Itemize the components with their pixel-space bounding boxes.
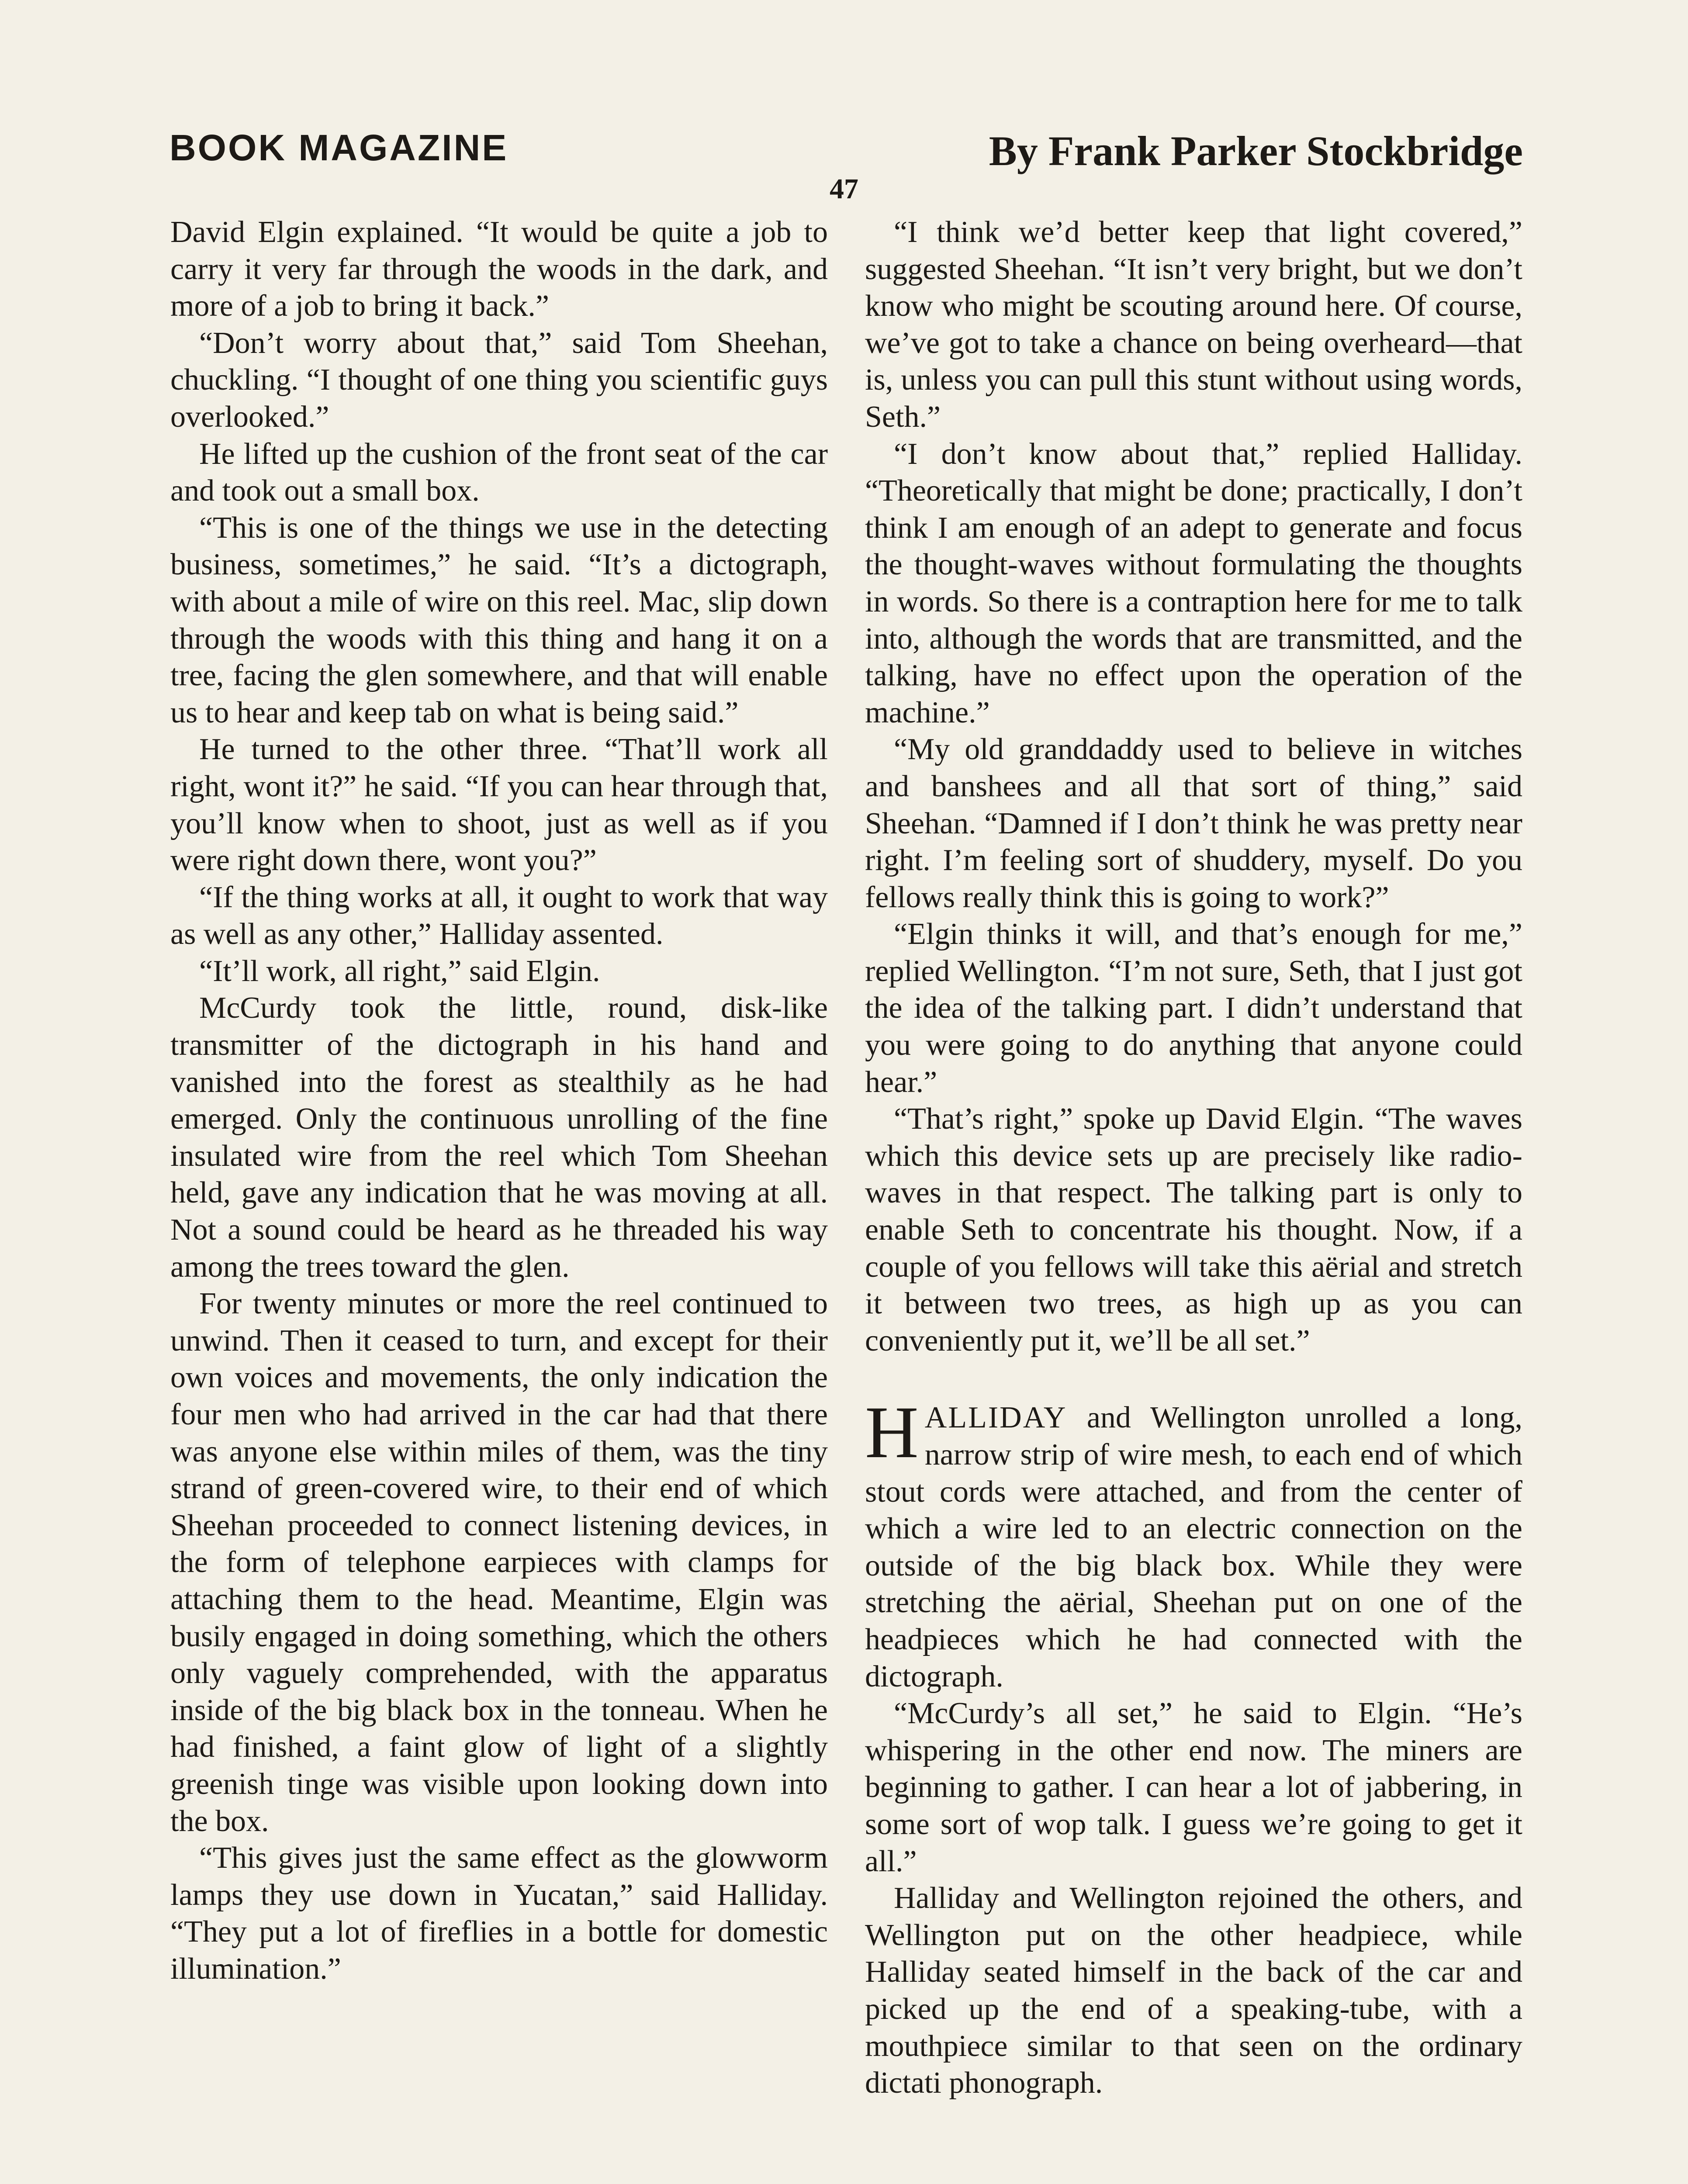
running-head-author: By Frank Parker Stockbridge [989, 128, 1523, 174]
paragraph: “This gives just the same effect as the glowworm lamps they use down in Yucatan,” said Halliday. “They put a lot of fireflies in a bottle for domestic illumination.” [170, 1841, 828, 1986]
page-number: 47 [830, 173, 858, 205]
paragraph: He lifted up the cushion of the front seat of the car and took out a small box. [170, 437, 828, 508]
paragraph: David Elgin explained. “It would be quite a job to carry it very far through the woods in the dark, and more of a job to bring it back.” [170, 215, 828, 323]
paragraph: “My old granddaddy used to believe in witches and banshees and all that sort of thing,” said Sheehan. “Damned if I don’t think he was pretty near right. I’m feeling sort of shuddery, myself. Do you fellows really think this is going to work?” [865, 733, 1522, 914]
paragraph: “If the thing works at all, it ought to work that way as well as any other,” Halliday assented. [170, 880, 828, 951]
paragraph: “It’ll work, all right,” said Elgin. [199, 954, 600, 988]
paragraph: McCurdy took the little, round, disk-like transmitter of the dictograph in his hand and vanished into the forest as stealthily as he had emerged. Only the continuous unrolling of the fine insulated wire from the reel which Tom Sheehan held, gave any indication that he was moving at all. Not a sound could be heard as he threaded his way among the trees toward the glen. [170, 991, 828, 1284]
paragraph: “I don’t know about that,” replied Halliday. “Theoretically that might be done; practically, I don’t think I am enough of an adept to generate and focus the thought-waves without formulating the thoughts in words. So there is a contraption here for me to talk into, although the words that are transmitted, and the talking, have no effect upon the operation of the machine.” [865, 437, 1522, 729]
section-opening-paragraph [865, 1391, 1522, 1695]
paragraph: “Elgin thinks it will, and that’s enough for me,” replied Wellington. “I’m not sure, Seth, that I just got the idea of the talking part. I didn’t understand that you were going to do anything that anyone could hear.” [865, 917, 1522, 1099]
small-caps-word: ALLIDAY [924, 1401, 1067, 1435]
paragraph: “That’s right,” spoke up David Elgin. “The waves which this device sets up are precisely like radio-waves in that respect. The talking part is only to enable Seth to concentrate his thought. Now, if a couple of you fellows will take this aërial and stretch it between two trees, as high up as you can conveniently put it, we’ll be all set.” [865, 1102, 1522, 1358]
paragraph: “Don’t worry about that,” said Tom Sheehan, chuckling. “I thought of one thing you scientific guys overlooked.” [170, 326, 828, 434]
paragraph: “This is one of the things we use in the detecting business, sometimes,” he said. “It’s a dictograph, with about a mile of wire on this reel. Mac, slip down through the woods with this thing and hang it on a tree, facing the glen somewhere, and that will enable us to hear and keep tab on what is being said.” [170, 511, 828, 729]
right-column [865, 214, 1522, 2102]
paragraph: For twenty minutes or more the reel continued to unwind. Then it ceased to turn, and except for their own voices and movements, the only indication the four men who had arrived in the car had that there was anyone else within miles of them, was the tiny strand of green-covered wire, to their end of which Sheehan proceeded to connect listening devices, in the form of telephone earpieces with clamps for attaching them to the head. Meantime, Elgin was busily engaged in doing something, which the others only vaguely comprehended, with the apparatus inside of the big black box in the tonneau. When he had finished, a faint glow of light of a slightly greenish tinge was visible upon looking down into the box. [170, 1287, 828, 1838]
left-column [170, 214, 828, 1988]
running-head-left: BOOK MAGAZINE [169, 127, 508, 168]
drop-cap: H [865, 1391, 919, 1474]
paragraph: “McCurdy’s all set,” he said to Elgin. “He’s whispering in the other end now. The miners are beginning to gather. I can hear a lot of jabbering, in some sort of wop talk. I guess we’re going to get it all.” [865, 1697, 1522, 1878]
paragraph: “I think we’d better keep that light covered,” suggested Sheehan. “It isn’t very bright, but we don’t know who might be scouting around here. Of course, we’ve got to take a chance on being overheard—that is, unless you can pull this stunt without using words, Seth.” [865, 215, 1522, 434]
paragraph: He turned to the other three. “That’ll work all right, wont it?” he said. “If you can hear through that, you’ll know when to shoot, just as well as if you were right down there, wont you?” [170, 733, 828, 878]
paragraph: Halliday and Wellington rejoined the others, and Wellington put on the other headpiece, while Halliday seated himself in the back of the car and picked up the end of a speaking-tube, with a mouthpiece similar to that seen on the ordinary dictati phonograph. [865, 1881, 1522, 2100]
paragraph-text: and Wellington unrolled a long, narrow strip of wire mesh, to each end of which stout cords were attached, and from the center of which a wire led to an electric connection on the outside of the big black box. While they were stretching the aërial, Sheehan put on one of the headpieces which he had connected with the dictograph. [865, 1401, 1522, 1693]
